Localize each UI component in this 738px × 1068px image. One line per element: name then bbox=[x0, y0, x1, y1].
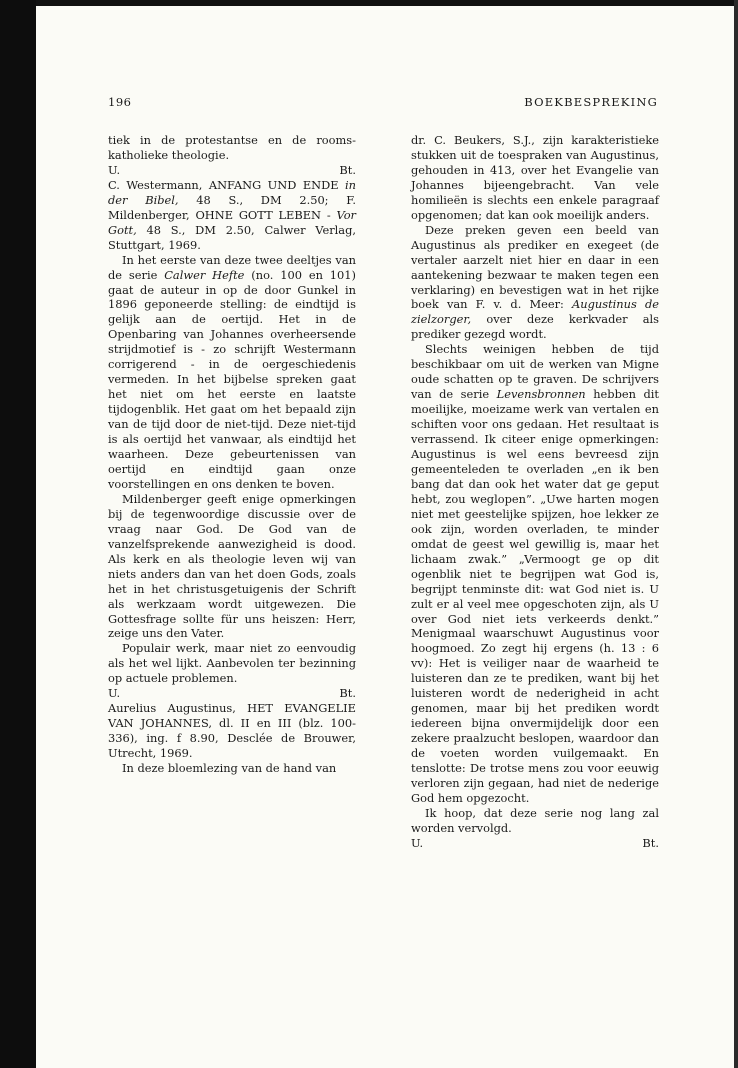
paragraph: Mildenberger geeft enige opmerkingen bij de tegenwoordige discussie over de vraag naar God. De God van de vanzelfsprekende aanwezigheid is dood. Als kerk en als theologie leven wij van niets anders dan van het doen Gods, zoals het in het christusgetuigenis der Schrift als werkzaam wordt uitgewezen. Die Gottesfrage sollte für uns heiszen: Herr, zeige uns den Vater. bbox=[108, 491, 356, 641]
signature-initials: Bt. bbox=[339, 686, 356, 701]
scan-border-right bbox=[734, 0, 738, 1068]
signature bbox=[108, 163, 356, 178]
paragraph: Populair werk, maar niet zo eenvoudig als het wel lijkt. Aanbevolen ter bezinning op actuele problemen. bbox=[108, 641, 356, 686]
book-citation: Aurelius Augustinus, HET EVANGELIE VAN JOHANNES, dl. II en III (blz. 100-336), ing. f 8.90, Desclée de Brouwer, Utrecht, 1969. bbox=[108, 701, 356, 761]
running-head: BOEKBESPREKING bbox=[524, 95, 658, 109]
series-title-italic: Calwer Hefte bbox=[164, 267, 245, 282]
paragraph: In deze bloemlezing van de hand van bbox=[122, 761, 337, 776]
paragraph bbox=[411, 342, 659, 806]
citation-title-italic: Vor Gott, bbox=[108, 207, 356, 237]
page-number: 196 bbox=[108, 95, 132, 109]
scan-border-left bbox=[0, 0, 36, 1068]
paragraph-text: Slechts weinigen hebben de tijd beschikbaar om uit de werken van Migne oude schatten op te graven. De schrijvers van de serie bbox=[411, 342, 659, 402]
series-title-italic: Levensbronnen bbox=[496, 387, 586, 402]
citation-text: C. Westermann, ANFANG UND ENDE bbox=[108, 177, 346, 192]
citation-text: 48 S., DM 2.50, Calwer Verlag, Stuttgart, 1969. bbox=[108, 222, 356, 252]
paragraph: dr. C. Beukers, S.J., zijn karakteristieke stukken uit de toespraken van Augustinus, gehouden in 413, over het Evangelie van Johannes bijeengebracht. Van vele homilieën is slechts een enkele paragraaf opgenomen; dat kan ook moeilijk anders. bbox=[411, 133, 659, 222]
citation-title-italic: in der Bibel, bbox=[108, 177, 356, 207]
book-citation bbox=[108, 178, 356, 253]
right-column bbox=[411, 133, 659, 851]
signature bbox=[411, 836, 659, 851]
signature bbox=[108, 686, 356, 701]
paragraph-text: hebben dit moeilijke, moeizame werk van vertalen en schiften voor ons gedaan. Het resultaat is verrassend. Ik citeer enige opmerkingen: Augustinus is wel eens bevreesd zijn gemeenteleden te overladen „en ik ben bang dat dan ook het water dat ge geput hebt, zou weglopen”. „Uwe harten mogen niet met geestelijke spijzen, hoe lekker ze ook zijn, worden overladen, te minder omdat de geest wel gewillig is, maar het lichaam zwak.” „Vermoogt ge op dit ogenblik niet te begrijpen wat God is, begrijpt tenminste dit: wat God niet is. U zult er al veel mee opgeschoten zijn, als U over God niet iets verkeerds denkt.” Menigmaal waarschuwt Augustinus voor hoogmoed. Zo zegt hij ergens (h. 13 : 6 vv): Het is veiliger naar de waarheid te luisteren dan ze te prediken, want bij het luisteren wordt de nederigheid in acht genomen, maar bij het prediken wordt iedereen bijna onvermijdelijk door een zekere praalzucht beslopen, waardoor dan de voeten worden vuilgemaakt. En tenslotte: De trotse mens zou voor eeuwig verloren zijn gegaan, had niet de nederige God hem opgezocht. bbox=[411, 387, 659, 805]
paragraph bbox=[411, 223, 659, 343]
paragraph: Ik hoop, dat deze serie nog lang zal worden vervolgd. bbox=[411, 805, 659, 835]
signature-place: U. bbox=[108, 162, 121, 177]
paragraph-text: In het eerste van deze twee deeltjes van de serie bbox=[108, 252, 356, 282]
paragraph bbox=[108, 253, 356, 492]
paragraph: tiek in de protestantse en de rooms-katholieke theologie. bbox=[108, 133, 356, 162]
citation-text: 48 S., DM 2.50; F. Mildenberger, OHNE GOTT LEBEN - bbox=[108, 192, 356, 222]
signature-initials: Bt. bbox=[642, 835, 659, 850]
left-column bbox=[108, 133, 356, 776]
signature-initials: Bt. bbox=[339, 162, 356, 177]
paragraph-text: over deze kerkvader als prediker gezegd wordt. bbox=[411, 312, 659, 342]
signature-place: U. bbox=[411, 835, 424, 850]
book-title-italic: Augustinus de zielzorger, bbox=[411, 297, 660, 327]
paragraph-text: Deze preken geven een beeld van Augustinus als prediker en exegeet (de vertaler aarzelt niet hier en daar in een aantekening bezwaar te maken tegen een verklaring) en bevestigen wat in het rijke boek van F. v. d. Meer: bbox=[411, 222, 659, 312]
signature-place: U. bbox=[108, 686, 121, 701]
paragraph-text: (no. 100 en 101) gaat de auteur in op de door Gunkel in 1896 geponeerde stelling: de eindtijd is gelijk aan de oertijd. Het in de Openbaring van Johannes overheersende strijdmotief is - zo schrijft Westermann corrigerend - in de oergeschiedenis vermeden. In het bijbelse spreken gaat het niet om het eerste en laatste tijdogenblik. Het gaat om het bepaald zijn van de tijd door de niet-tijd. Deze niet-tijd is als oertijd het vanwaar, als eindtijd het waarheen. Deze gebeurtenissen van oertijd en eindtijd gaan onze voorstellingen en ons denken te boven. bbox=[108, 267, 356, 491]
page-header bbox=[108, 95, 658, 113]
